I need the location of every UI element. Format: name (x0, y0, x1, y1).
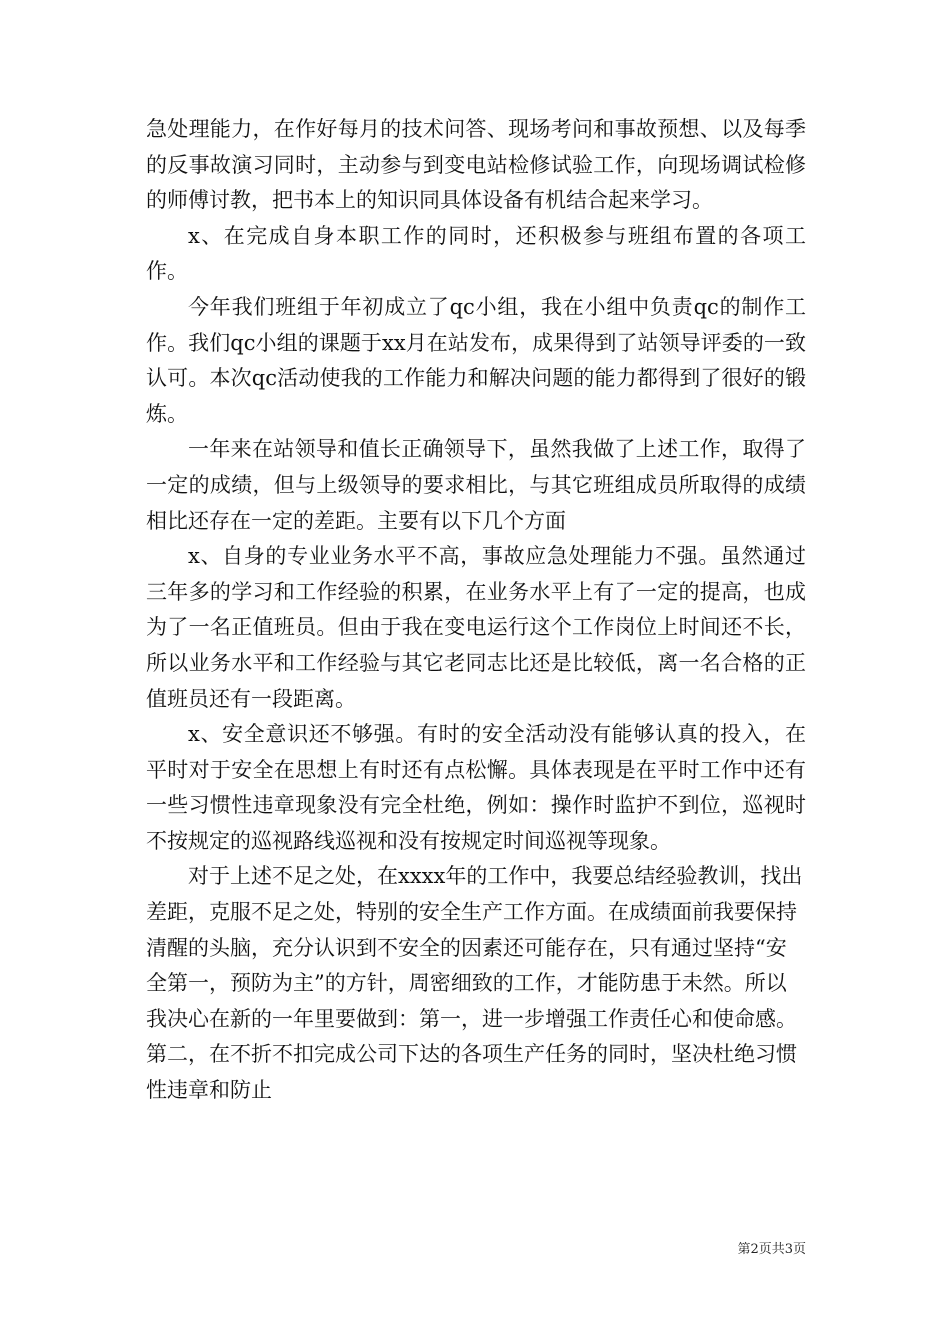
paragraph-7: 对于上述不足之处，在xxxx年的工作中，我要总结经验教训，找出差距，克服不足之处，特别的安全生产工作方面。在成绩面前我要保持清醒的头脑，充分认识到不安全的因素还可能存在，只有通过坚持“安全第一，预防为主”的方针，周密细致的工作，才能防患于未然。所以我决心在新的一年里要做到：第一，进一步增强工作责任心和使命感。第二，在不折不扣完成公司下达的各项生产任务的同时，坚决杜绝习惯性违章和防止 (146, 864, 803, 1103)
paragraph-4: 一年来在站领导和值长正确领导下，虽然我做了上述工作，取得了一定的成绩，但与上级领导的要求相比，与其它班组成员所取得的成绩相比还存在一定的差距。主要有以下几个方面 (146, 437, 806, 533)
paragraph-1: 急处理能力，在作好每月的技术问答、现场考问和事故预想、以及每季的反事故演习同时，主动参与到变电站检修试验工作，向现场调试检修的师傅讨教，把书本上的知识同具体设备有机结合起来学习。 (146, 117, 806, 213)
paragraph-6: x、安全意识还不够强。有时的安全活动没有能够认真的投入，在平时对于安全在思想上有时还有点松懈。具体表现是在平时工作中还有一些习惯性违章现象没有完全杜绝，例如：操作时监护不到位，巡视时不按规定的巡视路线巡视和没有按规定时间巡视等现象。 (146, 722, 806, 853)
document-body (146, 112, 806, 1109)
page-number: 第2页共3页 (737, 1242, 806, 1257)
paragraph-3: 今年我们班组于年初成立了qc小组，我在小组中负责qc的制作工作。我们qc小组的课题于xx月在站发布，成果得到了站领导评委的一致认可。本次qc活动使我的工作能力和解决问题的能力都得到了很好的锻炼。 (146, 294, 806, 426)
paragraph-2: x、在完成自身本职工作的同时，还积极参与班组布置的各项工作。 (146, 223, 806, 284)
paragraph-5: x、自身的专业业务水平不高，事故应急处理能力不强。虽然通过三年多的学习和工作经验的积累，在业务水平上有了一定的提高，也成为了一名正值班员。但由于我在变电运行这个工作岗位上时间还不长，所以业务水平和工作经验与其它老同志比还是比较低，离一名合格的正值班员还有一段距离。 (146, 544, 806, 711)
